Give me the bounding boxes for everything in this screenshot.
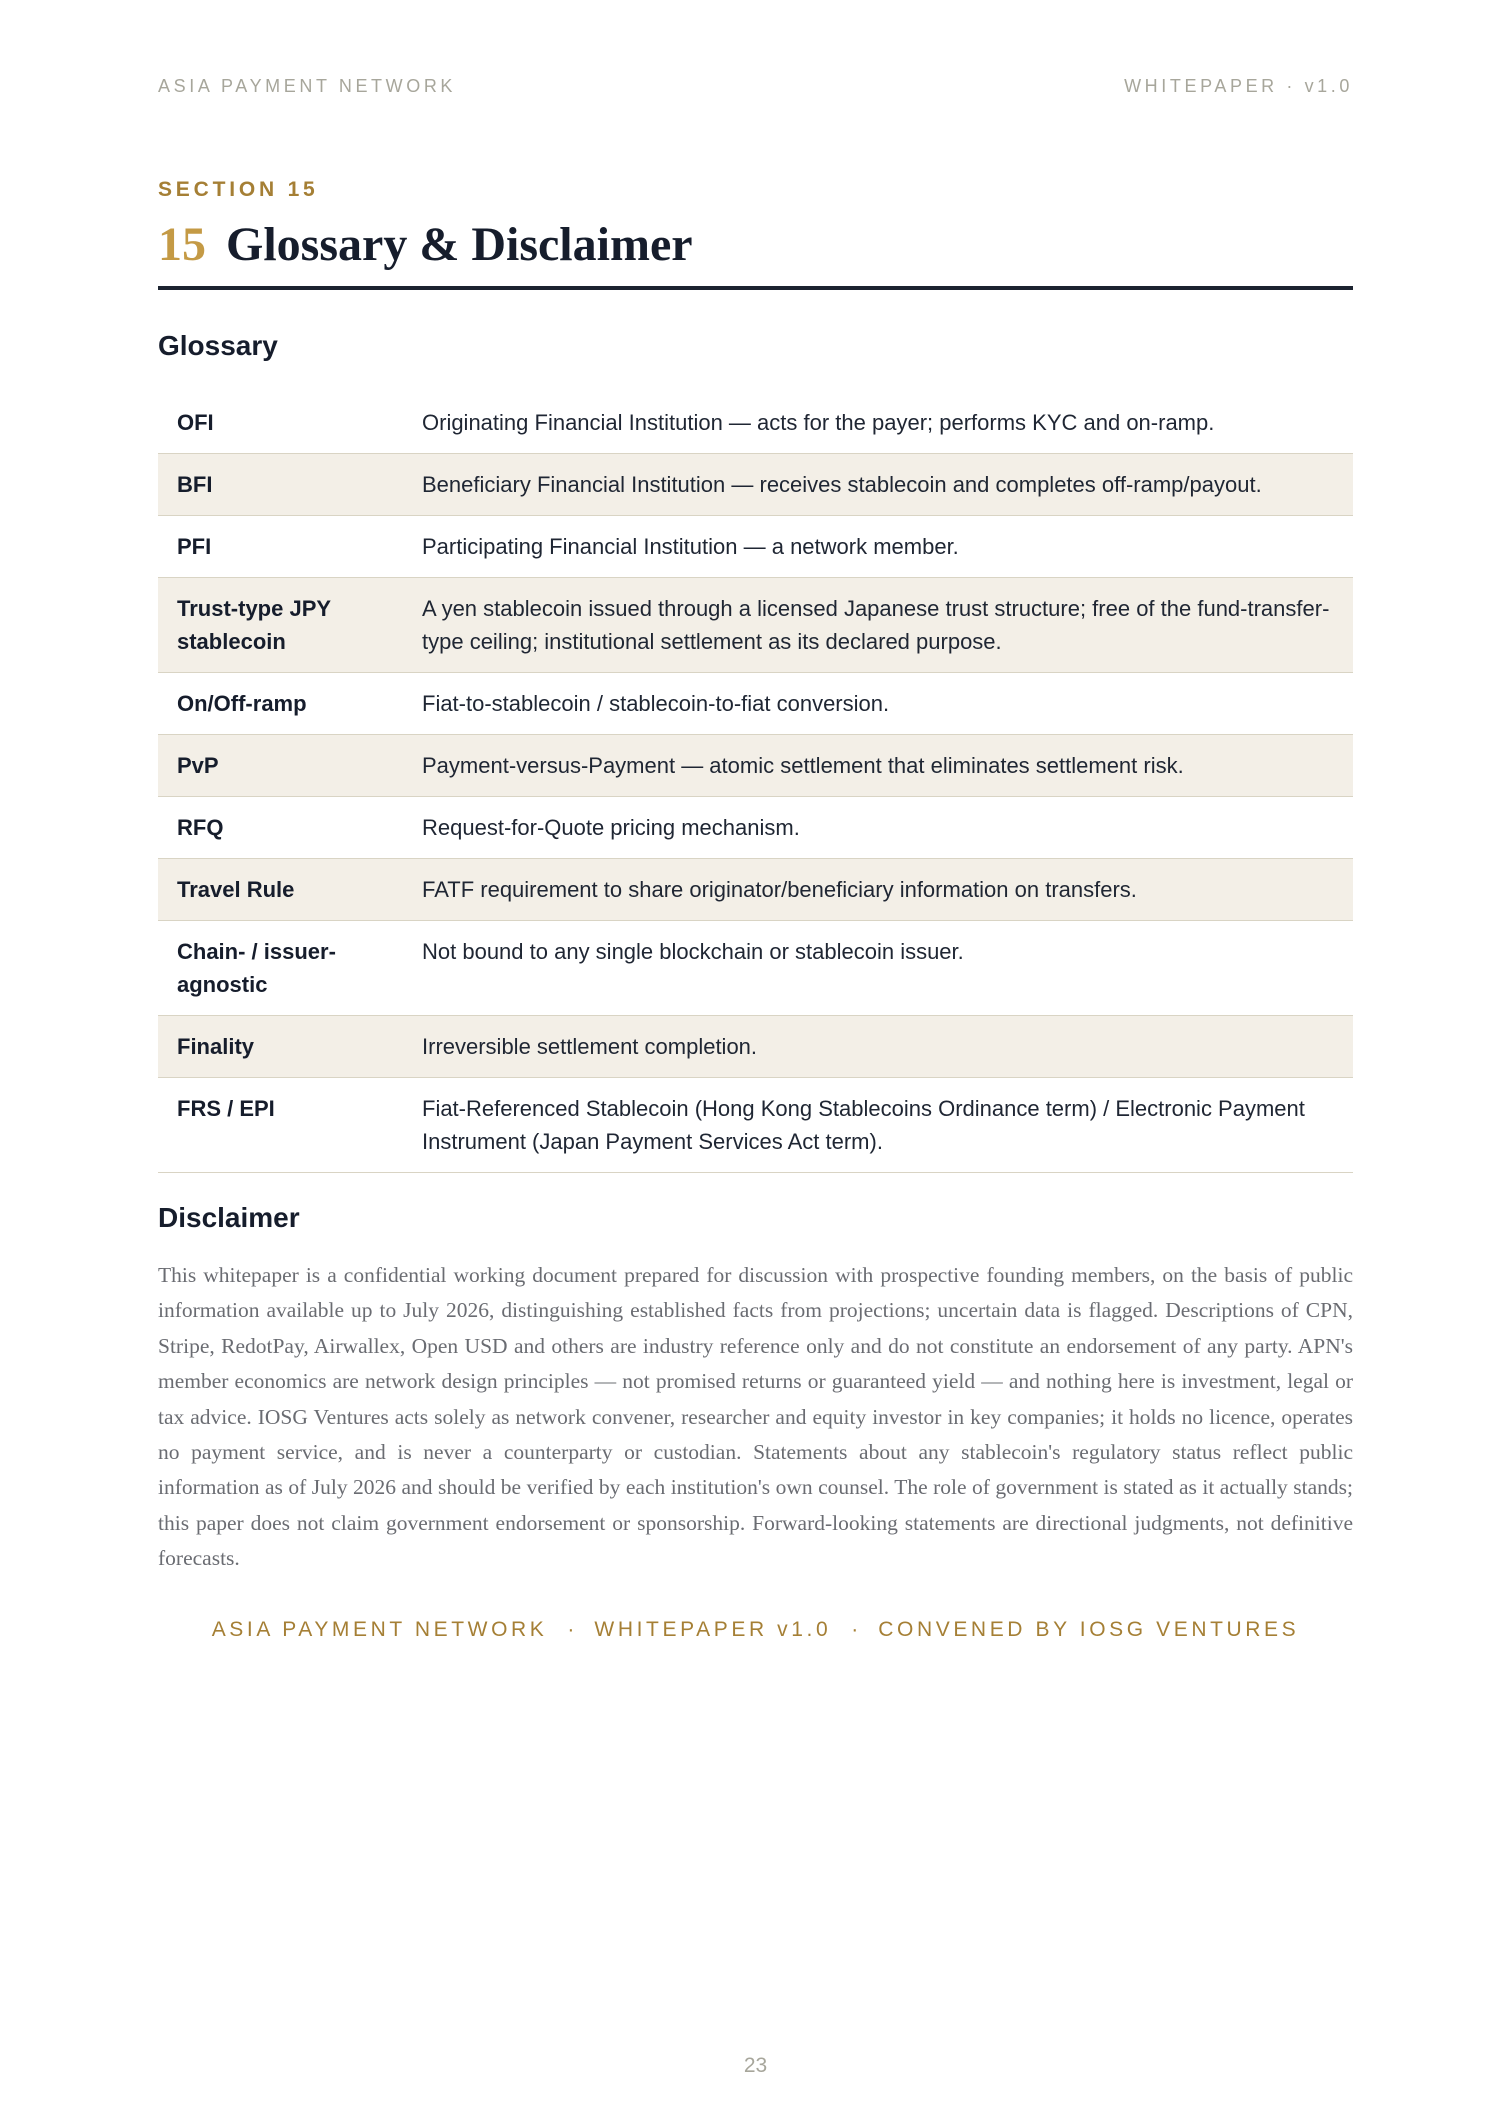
glossary-row [158, 859, 1353, 921]
glossary-term: Trust-type JPY stablecoin [177, 596, 331, 654]
footer-network-name: ASIA PAYMENT NETWORK [211, 1618, 548, 1641]
glossary-term: BFI [177, 472, 213, 497]
page-number: 23 [743, 2054, 768, 2077]
glossary-term: On/Off-ramp [177, 691, 307, 716]
glossary-definition: Participating Financial Institution — a network member. [422, 534, 959, 559]
footer-convener: CONVENED BY IOSG VENTURES [878, 1618, 1300, 1641]
glossary-definition: Originating Financial Institution — acts for the payer; performs KYC and on-ramp. [422, 410, 1215, 435]
glossary-term: Finality [177, 1034, 255, 1059]
glossary-row [158, 578, 1353, 673]
glossary-term: OFI [177, 410, 214, 435]
glossary-row [158, 1016, 1353, 1078]
glossary-row [158, 673, 1353, 735]
glossary-row [158, 454, 1353, 516]
running-header [158, 76, 1353, 96]
running-header-left: ASIA PAYMENT NETWORK [158, 76, 457, 96]
disclaimer-paragraph: This whitepaper is a confidential working document prepared for discussion with prospective founding members, on the basis of public information available up to July 2026, distinguishing established facts from projections; uncertain data is flagged. Descriptions of CPN, Stripe, RedotPay, Airwallex, Open USD and others are industry reference only and do not constitute an endorsement of any party. APN's member economics are network design principles — not promised returns or guaranteed yield — and nothing here is investment, legal or tax advice. IOSG Ventures acts solely as network convener, researcher and equity investor in key companies; it holds no licence, operates no payment service, and is never a counterparty or custodian. Statements about any stablecoin's regulatory status reflect public information as of July 2026 and should be verified by each institution's own counsel. The role of government is stated as it actually stands; this paper does not claim government endorsement or sponsorship. Forward-looking statements are directional judgments, not definitive forecasts. [158, 1263, 1353, 1571]
footer-separator: · [567, 1618, 575, 1641]
glossary-term: Travel Rule [177, 877, 295, 902]
footer-separator: · [851, 1618, 859, 1641]
section-number: 15 [158, 218, 206, 271]
glossary-row [158, 1078, 1353, 1173]
footer-doc-version: WHITEPAPER v1.0 [594, 1618, 832, 1641]
glossary-definition: Request-for-Quote pricing mechanism. [422, 815, 800, 840]
glossary-definition: Irreversible settlement completion. [422, 1034, 758, 1059]
glossary-definition: FATF requirement to share originator/beneficiary information on transfers. [422, 877, 1137, 902]
section-title-text: Glossary & Disclaimer [226, 218, 693, 271]
glossary-row [158, 797, 1353, 859]
glossary-row [158, 921, 1353, 1016]
glossary-term: RFQ [177, 815, 224, 840]
glossary-row [158, 735, 1353, 797]
glossary-definition: A yen stablecoin issued through a licensed Japanese trust structure; free of the fund-transfer-type ceiling; institutional settlement as its declared purpose. [422, 596, 1330, 654]
glossary-table [158, 392, 1353, 1173]
glossary-definition: Fiat-to-stablecoin / stablecoin-to-fiat conversion. [422, 691, 890, 716]
glossary-row [158, 392, 1353, 454]
glossary-term: FRS / EPI [177, 1096, 275, 1121]
running-header-right: WHITEPAPER · v1.0 [1124, 76, 1353, 96]
disclaimer-heading: Disclaimer [158, 1202, 300, 1233]
glossary-heading: Glossary [158, 330, 278, 361]
glossary-definition: Not bound to any single blockchain or stablecoin issuer. [422, 939, 964, 964]
document-page [158, 0, 1353, 2122]
glossary-definition: Payment-versus-Payment — atomic settlement that eliminates settlement risk. [422, 753, 1184, 778]
glossary-definition: Fiat-Referenced Stablecoin (Hong Kong Stablecoins Ordinance term) / Electronic Payment Instrument (Japan Payment Services Act term). [422, 1096, 1305, 1154]
glossary-term: Chain- / issuer-agnostic [177, 939, 336, 997]
glossary-row [158, 516, 1353, 578]
footer-line [158, 1618, 1353, 1642]
section-title [158, 212, 1353, 290]
glossary-term: PvP [177, 753, 219, 778]
section-label: SECTION 15 [158, 178, 319, 201]
glossary-term: PFI [177, 534, 212, 559]
glossary-definition: Beneficiary Financial Institution — receives stablecoin and completes off-ramp/payout. [422, 472, 1262, 497]
